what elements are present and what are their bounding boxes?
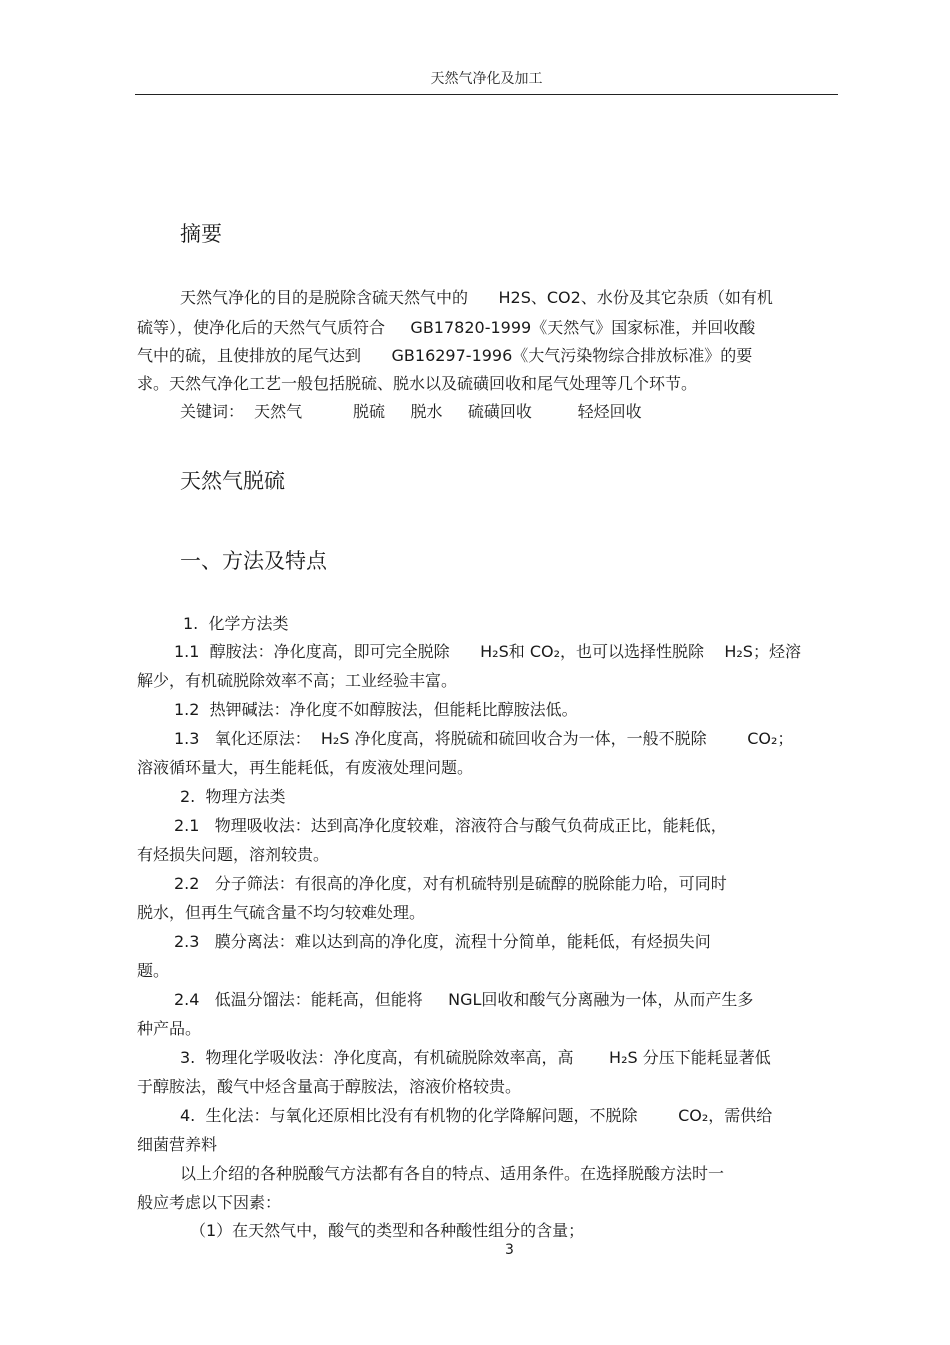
keywords-line: 关键词： 天然气 脱硫 脱水 硫磺回收 轻烃回收 xyxy=(180,402,642,421)
body-line: 2.1 物理吸收法：达到高净化度较难，溶液符合与酸气负荷成正比，能耗低， xyxy=(174,816,727,835)
body-line: 3. 物理化学吸收法：净化度高，有机硫脱除效率高，高 H₂S 分压下能耗显著低 xyxy=(180,1048,771,1067)
body-line: 2. 物理方法类 xyxy=(180,787,286,806)
body-line: 4. 生化法：与氧化还原相比没有有机物的化学降解问题，不脱除 CO₂，需供给 xyxy=(180,1106,773,1125)
page-number: 3 xyxy=(505,1242,514,1258)
abstract-heading: 摘要 xyxy=(180,222,222,246)
body-line: （1）在天然气中，酸气的类型和各种酸性组分的含量； xyxy=(190,1221,585,1240)
body-line: 题。 xyxy=(137,961,170,980)
body-line: 2.3 膜分离法：难以达到高的净化度，流程十分简单，能耗低，有烃损失问 xyxy=(174,932,711,951)
body-line: 脱水，但再生气硫含量不均匀较难处理。 xyxy=(137,903,426,922)
abstract-line: 求。天然气净化工艺一般包括脱硫、脱水以及硫磺回收和尾气处理等几个环节。 xyxy=(137,374,698,393)
body-line: 1.3 氧化还原法： H₂S 净化度高，将脱硫和硫回收合为一体，一般不脱除 CO₂； xyxy=(174,729,794,748)
body-line: 2.4 低温分馏法：能耗高，但能将 NGL回收和酸气分离融为一体，从而产生多 xyxy=(174,990,754,1009)
body-line: 2.2 分子筛法：有很高的净化度，对有机硫特别是硫醇的脱除能力哈，可同时 xyxy=(174,874,727,893)
subsection-title: 一、方法及特点 xyxy=(180,549,327,573)
body-line: 细菌营养料 xyxy=(137,1135,218,1154)
body-line: 般应考虑以下因素： xyxy=(137,1193,282,1212)
header-divider xyxy=(135,94,838,95)
running-header: 天然气净化及加工 xyxy=(430,71,543,87)
body-line: 有烃损失问题，溶剂较贵。 xyxy=(137,845,330,864)
body-line: 以上介绍的各种脱酸气方法都有各自的特点、适用条件。在选择脱酸方法时一 xyxy=(180,1164,725,1183)
abstract-line: 天然气净化的目的是脱除含硫天然气中的 H2S、CO2、水份及其它杂质（如有机 xyxy=(180,288,773,307)
body-line: 解少，有机硫脱除效率不高；工业经验丰富。 xyxy=(137,671,458,690)
body-line: 1. 化学方法类 xyxy=(183,614,289,633)
abstract-line: 气中的硫，且使排放的尾气达到 GB16297-1996《大气污染物综合排放标准》的要 xyxy=(137,346,753,365)
body-line: 1.2 热钾碱法：净化度不如醇胺法，但能耗比醇胺法低。 xyxy=(174,700,578,719)
body-line: 1.1 醇胺法：净化度高，即可完全脱除 H₂S和 CO₂，也可以选择性脱除 H₂S；烃溶 xyxy=(174,642,801,661)
body-line: 于醇胺法，酸气中烃含量高于醇胺法，溶液价格较贵。 xyxy=(137,1077,522,1096)
section-title: 天然气脱硫 xyxy=(180,469,285,493)
abstract-line: 硫等），使净化后的天然气气质符合 GB17820-1999《天然气》国家标准，并回收酸 xyxy=(137,318,756,337)
body-line: 种产品。 xyxy=(137,1019,202,1038)
body-line: 溶液循环量大，再生能耗低，有废液处理问题。 xyxy=(137,758,474,777)
